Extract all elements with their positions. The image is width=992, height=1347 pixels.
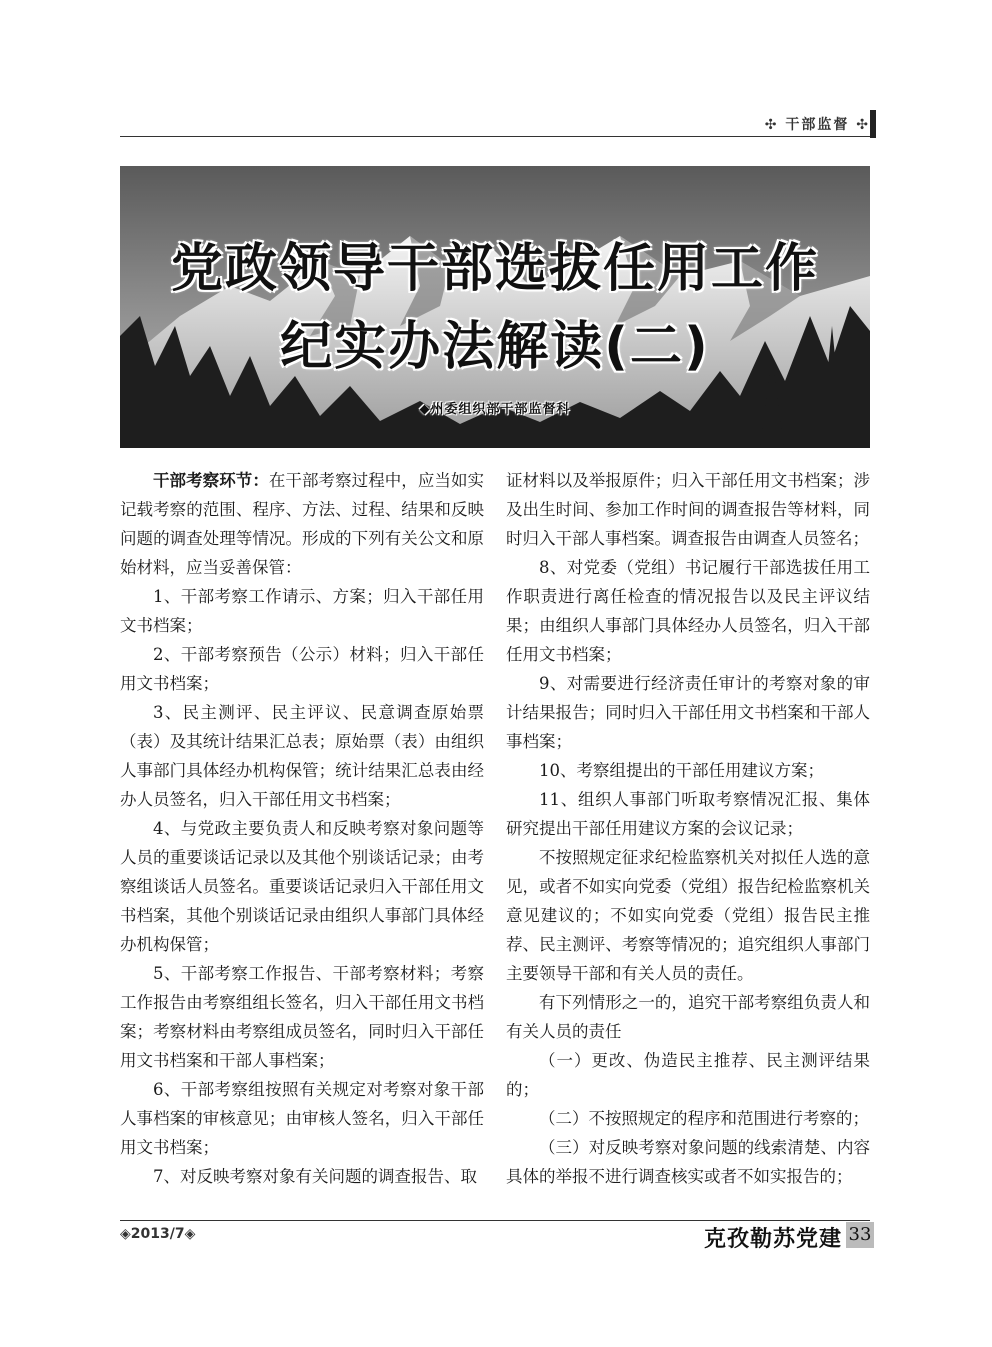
issue-date: ◈2013/7◈ xyxy=(120,1226,196,1242)
list-item: （一）更改、伪造民主推荐、民主测评结果的； xyxy=(506,1051,870,1099)
page-number: 33 xyxy=(846,1222,874,1248)
intro-paragraph xyxy=(120,466,484,582)
list-item: 4、与党政主要负责人和反映考察对象问题等人员的重要谈话记录以及其他个别谈话记录；由考察组谈话人员签名。重要谈话记录归入干部任用文书档案，其他个别谈话记录由组织人事部门具体经办机构保管； xyxy=(120,819,484,954)
list-item: （二）不按照规定的程序和范围进行考察的； xyxy=(539,1109,869,1128)
list-item: 6、干部考察组按照有关规定对考察对象干部人事档案的审核意见；由审核人签名，归入干部任用文书档案； xyxy=(120,1080,484,1157)
list-item: 1、干部考察工作请示、方案；归入干部任用文书档案； xyxy=(120,587,484,635)
magazine-name: 克孜勒苏党建 xyxy=(703,1226,842,1252)
header-bar xyxy=(870,110,876,138)
title-banner xyxy=(120,166,870,448)
header-rule xyxy=(120,136,870,137)
list-item: 3、民主测评、民主评议、民意调查原始票（表）及其统计结果汇总表；原始票（表）由组织人事部门具体经办机构保管；统计结果汇总表由经办人员签名，归入干部任用文书档案； xyxy=(120,703,484,809)
list-item: 10、考察组提出的干部任用建议方案； xyxy=(539,761,824,780)
list-item: 9、对需要进行经济责任审计的考察对象的审计结果报告；同时归入干部任用文书档案和干部人事档案； xyxy=(506,674,870,751)
intro-text: 在干部考察过程中，应当如实记载考察的范围、程序、方法、过程、结果和反映问题的调查处理等情况。形成的下列有关公文和原始材料，应当妥善保管： xyxy=(120,471,485,577)
list-item: （三）对反映考察对象问题的线索清楚、内容具体的举报不进行调查核实或者不如实报告的； xyxy=(506,1138,870,1186)
section-tag: ✣ 干部监督 ✣ xyxy=(764,117,870,133)
list-item: 11、组织人事部门听取考察情况汇报、集体研究提出干部任用建议方案的会议记录； xyxy=(506,790,870,838)
author-byline: ◆州委组织部干部监督科 xyxy=(419,402,571,417)
list-item: 2、干部考察预告（公示）材料；归入干部任用文书档案； xyxy=(120,645,484,693)
paragraph: 不按照规定征求纪检监察机关对拟任人选的意见，或者不如实向党委（党组）报告纪检监察机关意见建议的；不如实向党委（党组）报告民主推荐、民主测评、考察等情况的；追究组织人事部门主要领导干部和有关人员的责任。 xyxy=(506,848,870,983)
intro-lead: 干部考察环节： xyxy=(153,471,269,490)
footer-rule xyxy=(120,1220,870,1221)
left-column xyxy=(120,466,484,1191)
article-title-line2: 纪实办法解读(二) xyxy=(280,317,710,377)
article-title-line1: 党政领导干部选拔任用工作 xyxy=(170,239,819,299)
list-item: 5、干部考察工作报告、干部考察材料；考察工作报告由考察组组长签名，归入干部任用文书档案；考察材料由考察组成员签名，同时归入干部任用文书档案和干部人事档案； xyxy=(120,964,484,1070)
continuation-paragraph: 证材料以及举报原件；归入干部任用文书档案；涉及出生时间、参加工作时间的调查报告等材料，同时归入干部人事档案。调查报告由调查人员签名； xyxy=(506,471,870,548)
paragraph: 有下列情形之一的，追究干部考察组负责人和有关人员的责任 xyxy=(506,993,870,1041)
right-column xyxy=(506,466,870,1191)
list-item: 7、对反映考察对象有关问题的调查报告、取 xyxy=(153,1167,477,1186)
list-item: 8、对党委（党组）书记履行干部选拔任用工作职责进行离任检查的情况报告以及民主评议结果；由组织人事部门具体经办人员签名，归入干部任用文书档案； xyxy=(506,558,870,664)
